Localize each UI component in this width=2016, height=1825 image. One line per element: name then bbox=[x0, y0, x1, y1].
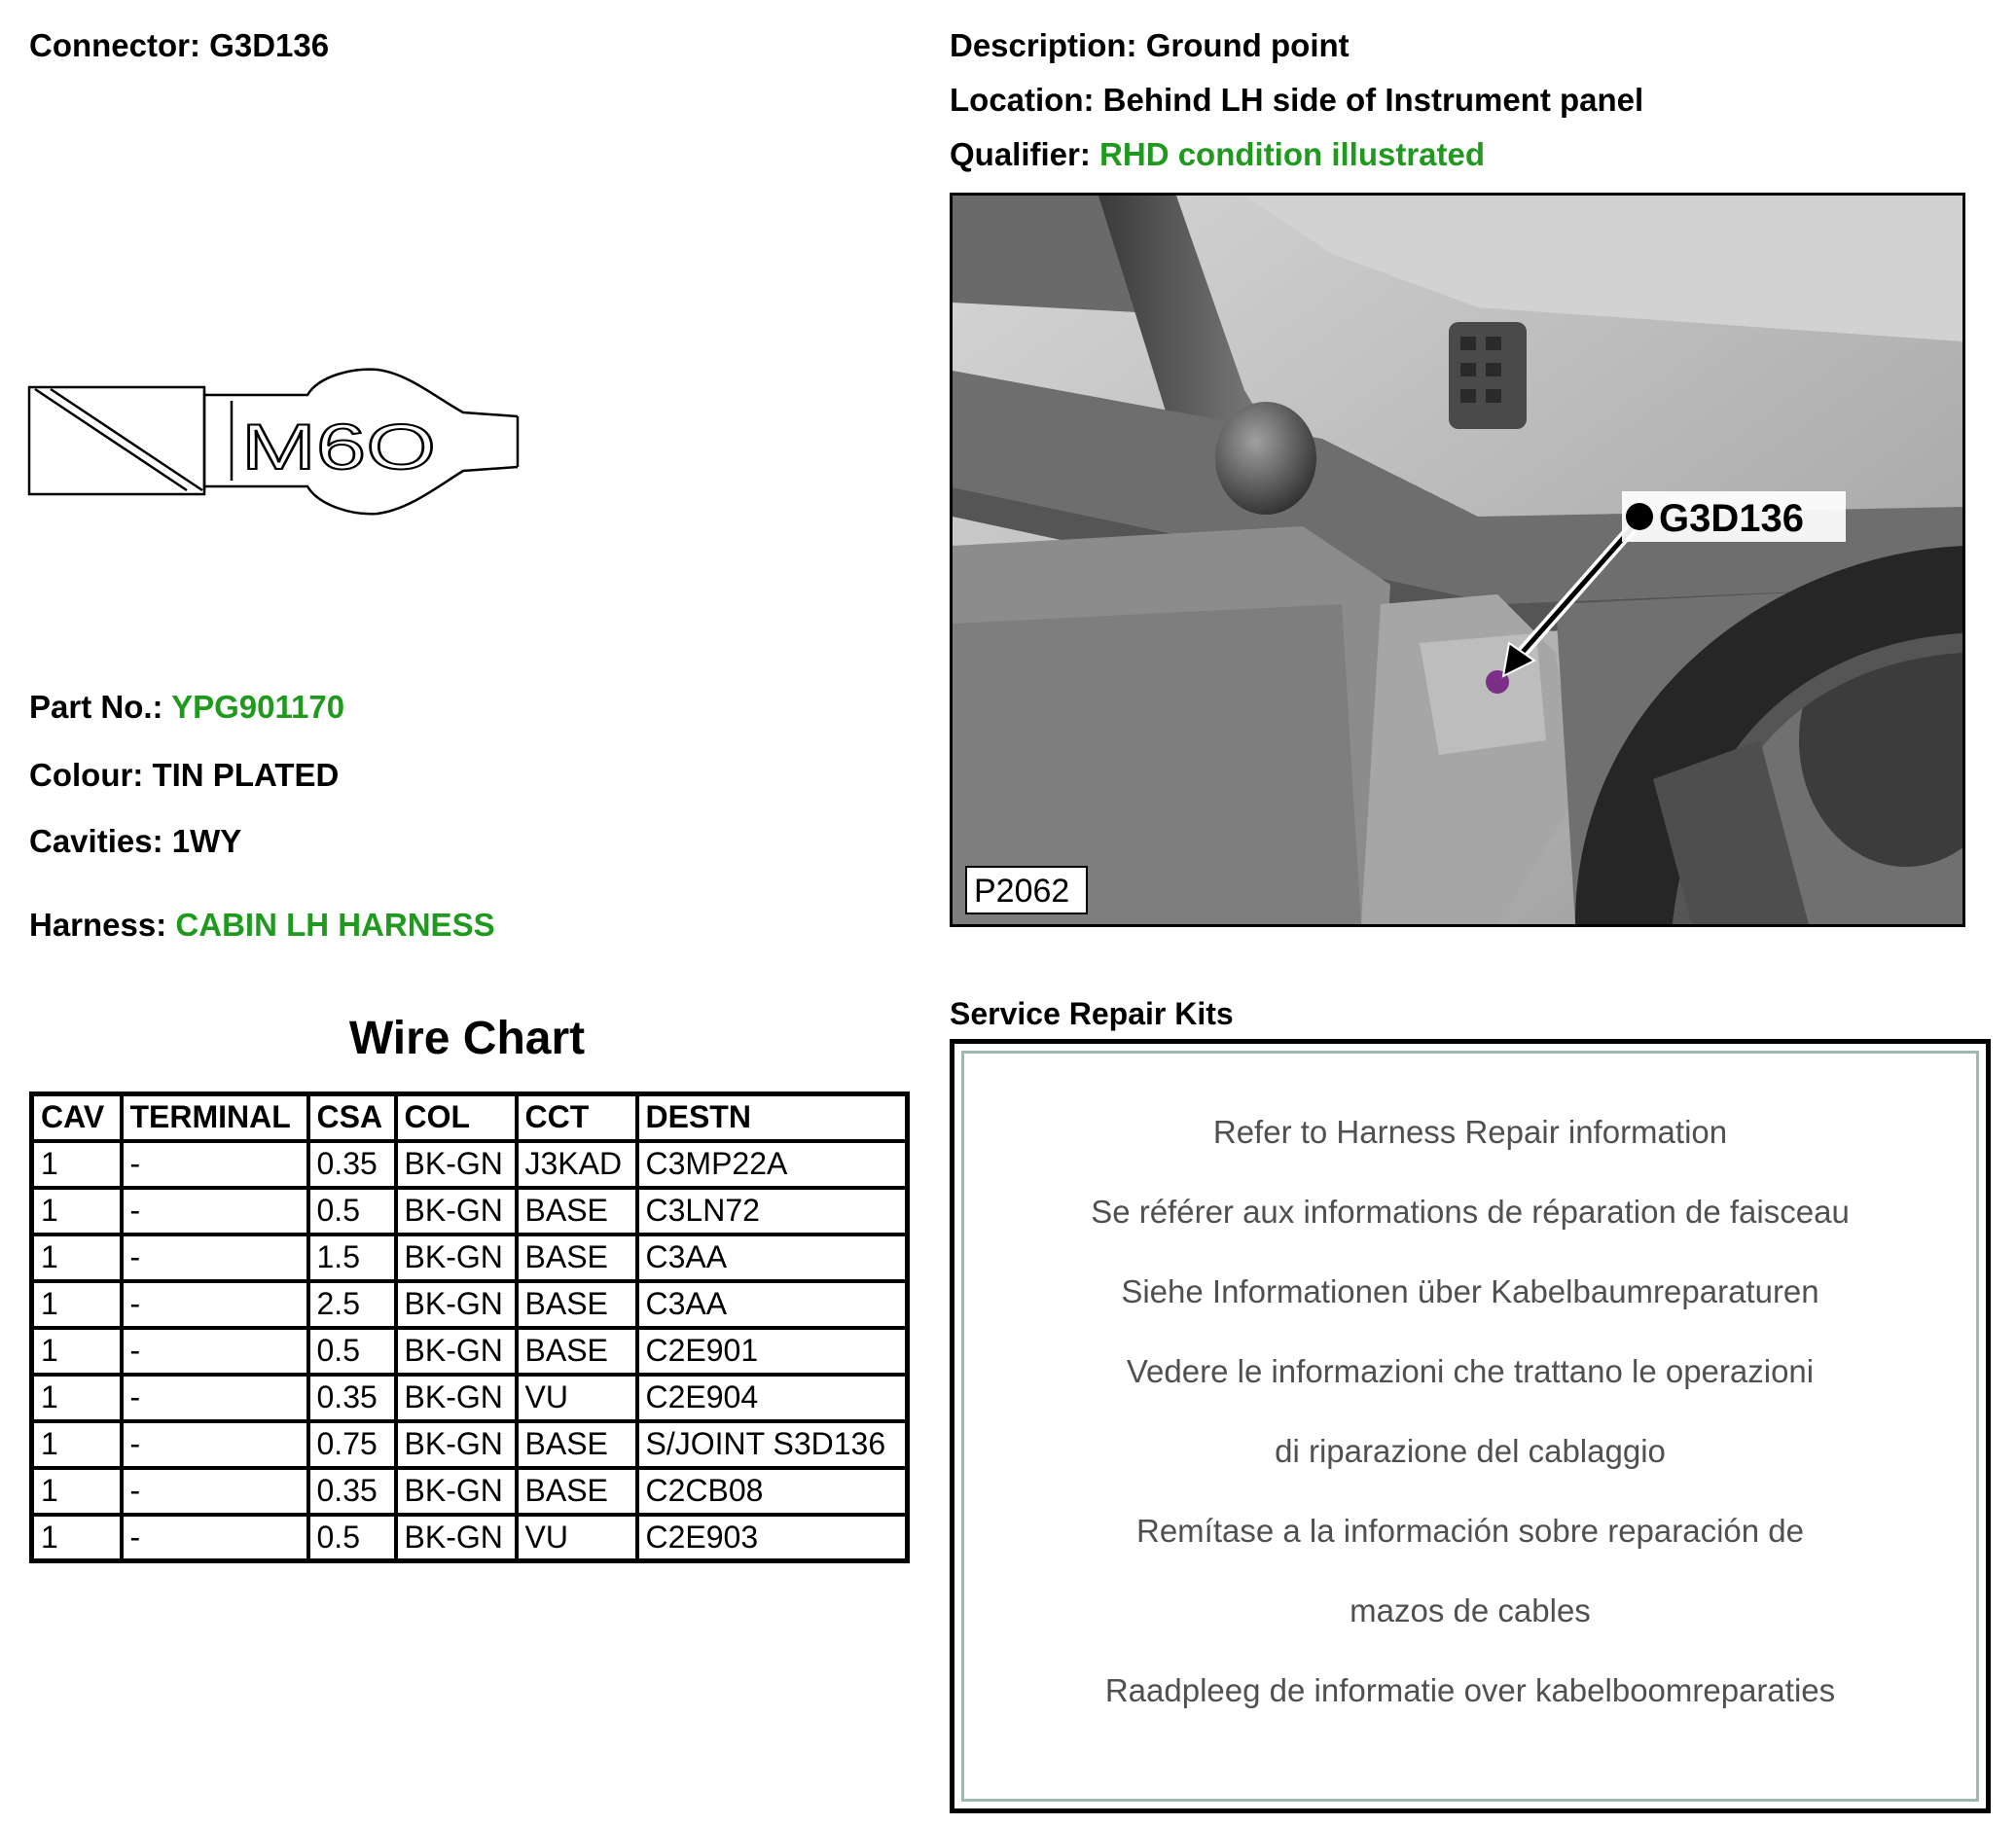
cell-csa: 0.5 bbox=[308, 1328, 396, 1375]
header-destn: DESTN bbox=[637, 1094, 908, 1141]
cell-csa: 0.35 bbox=[308, 1468, 396, 1515]
cell-cct: BASE bbox=[517, 1281, 637, 1328]
part-no-line bbox=[29, 689, 344, 726]
cell-cct: BASE bbox=[517, 1328, 637, 1375]
qualifier-value: RHD condition illustrated bbox=[1099, 136, 1486, 172]
cell-terminal: - bbox=[122, 1421, 308, 1468]
location-photo bbox=[950, 193, 1965, 927]
table-row bbox=[32, 1421, 908, 1468]
location-label: Location: bbox=[950, 82, 1095, 118]
terminal-stud-size: M6O bbox=[241, 411, 436, 483]
cavities-value: 1WY bbox=[171, 823, 242, 859]
header-cct: CCT bbox=[517, 1094, 637, 1141]
table-row bbox=[32, 1468, 908, 1515]
cell-cav: 1 bbox=[32, 1141, 122, 1188]
cell-terminal: - bbox=[122, 1188, 308, 1235]
cell-cav: 1 bbox=[32, 1468, 122, 1515]
cell-col: BK-GN bbox=[396, 1468, 517, 1515]
cell-cct: BASE bbox=[517, 1235, 637, 1281]
cell-csa: 0.35 bbox=[308, 1141, 396, 1188]
harness-value: CABIN LH HARNESS bbox=[175, 907, 495, 943]
cell-terminal: - bbox=[122, 1328, 308, 1375]
colour-label: Colour: bbox=[29, 757, 144, 793]
cell-destn: C3AA bbox=[637, 1235, 908, 1281]
cell-csa: 0.75 bbox=[308, 1421, 396, 1468]
location-line bbox=[950, 82, 1643, 119]
table-row bbox=[32, 1141, 908, 1188]
cell-cct: BASE bbox=[517, 1468, 637, 1515]
repair-info-line-it-1: Vedere le informazioni che trattano le operazioni bbox=[1126, 1353, 1815, 1389]
table-row bbox=[32, 1188, 908, 1235]
cell-destn: C2E904 bbox=[637, 1375, 908, 1421]
wire-chart-header-row bbox=[32, 1094, 908, 1141]
cell-col: BK-GN bbox=[396, 1281, 517, 1328]
photo-callout: G3D136 bbox=[1659, 497, 1804, 540]
cavities-line bbox=[29, 823, 241, 860]
cell-csa: 1.5 bbox=[308, 1235, 396, 1281]
cell-destn: C3LN72 bbox=[637, 1188, 908, 1235]
wire-chart-title: Wire Chart bbox=[348, 1013, 586, 1064]
qualifier-label: Qualifier: bbox=[950, 136, 1091, 172]
location-value: Behind LH side of Instrument panel bbox=[1102, 82, 1644, 118]
repair-info-line-es-1: Remítase a la información sobre reparación de bbox=[1135, 1513, 1805, 1549]
service-repair-kits-box bbox=[950, 1039, 1991, 1813]
description-label: Description: bbox=[950, 27, 1137, 63]
repair-info-line-nl: Raadpleeg de informatie over kabelboomreparaties bbox=[1104, 1672, 1836, 1708]
cell-terminal: - bbox=[122, 1515, 308, 1561]
cell-cav: 1 bbox=[32, 1281, 122, 1328]
harness-label: Harness: bbox=[29, 907, 167, 943]
ring-terminal-drawing bbox=[27, 362, 523, 527]
header-cav: CAV bbox=[32, 1094, 122, 1141]
cell-col: BK-GN bbox=[396, 1515, 517, 1561]
cell-col: BK-GN bbox=[396, 1235, 517, 1281]
repair-info-line-it-2: di riparazione del cablaggio bbox=[1275, 1433, 1666, 1469]
cell-cav: 1 bbox=[32, 1421, 122, 1468]
cell-csa: 0.5 bbox=[308, 1188, 396, 1235]
cell-csa: 2.5 bbox=[308, 1281, 396, 1328]
cell-csa: 0.35 bbox=[308, 1375, 396, 1421]
cell-terminal: - bbox=[122, 1468, 308, 1515]
part-no-label: Part No.: bbox=[29, 689, 163, 725]
cell-cav: 1 bbox=[32, 1515, 122, 1561]
cell-col: BK-GN bbox=[396, 1328, 517, 1375]
service-repair-kits-title: Service Repair Kits bbox=[950, 996, 1234, 1031]
table-row bbox=[32, 1375, 908, 1421]
harness-line bbox=[29, 907, 495, 944]
part-no-value: YPG901170 bbox=[171, 689, 345, 725]
callout-bullet-icon bbox=[1626, 503, 1653, 530]
connector-line bbox=[29, 27, 329, 64]
cell-cav: 1 bbox=[32, 1375, 122, 1421]
cell-terminal: - bbox=[122, 1235, 308, 1281]
cell-destn: C3MP22A bbox=[637, 1141, 908, 1188]
cell-destn: C3AA bbox=[637, 1281, 908, 1328]
cell-cct: J3KAD bbox=[517, 1141, 637, 1188]
cell-destn: S/JOINT S3D136 bbox=[637, 1421, 908, 1468]
connector-label: Connector: bbox=[29, 27, 200, 63]
repair-info-line-en: Refer to Harness Repair information bbox=[1212, 1114, 1728, 1150]
cell-cct: VU bbox=[517, 1515, 637, 1561]
description-value: Ground point bbox=[1145, 27, 1350, 63]
description-line bbox=[950, 27, 1350, 64]
repair-info-line-de: Siehe Informationen über Kabelbaumreparaturen bbox=[1121, 1273, 1819, 1309]
connector-value: G3D136 bbox=[209, 27, 330, 63]
cell-terminal: - bbox=[122, 1281, 308, 1328]
cell-cav: 1 bbox=[32, 1328, 122, 1375]
cell-destn: C2CB08 bbox=[637, 1468, 908, 1515]
cell-col: BK-GN bbox=[396, 1188, 517, 1235]
dashboard-illustration bbox=[953, 196, 1962, 924]
repair-info-line-fr: Se référer aux informations de réparation de faisceau bbox=[1091, 1194, 1850, 1230]
wire-chart-table bbox=[29, 1091, 910, 1563]
colour-line bbox=[29, 757, 339, 794]
cell-col: BK-GN bbox=[396, 1421, 517, 1468]
service-repair-kits-inner bbox=[961, 1051, 1979, 1802]
cavities-label: Cavities: bbox=[29, 823, 163, 859]
header-csa: CSA bbox=[308, 1094, 396, 1141]
cell-col: BK-GN bbox=[396, 1375, 517, 1421]
cell-destn: C2E903 bbox=[637, 1515, 908, 1561]
photo-ref: P2062 bbox=[974, 873, 1070, 910]
cell-cct: BASE bbox=[517, 1421, 637, 1468]
cell-cct: BASE bbox=[517, 1188, 637, 1235]
cell-cct: VU bbox=[517, 1375, 637, 1421]
cell-terminal: - bbox=[122, 1375, 308, 1421]
colour-value: TIN PLATED bbox=[152, 757, 340, 793]
table-row bbox=[32, 1328, 908, 1375]
table-row bbox=[32, 1235, 908, 1281]
cell-col: BK-GN bbox=[396, 1141, 517, 1188]
cell-destn: C2E901 bbox=[637, 1328, 908, 1375]
cell-cav: 1 bbox=[32, 1188, 122, 1235]
cell-cav: 1 bbox=[32, 1235, 122, 1281]
cell-terminal: - bbox=[122, 1141, 308, 1188]
table-row bbox=[32, 1281, 908, 1328]
header-terminal: TERMINAL bbox=[122, 1094, 308, 1141]
cell-csa: 0.5 bbox=[308, 1515, 396, 1561]
table-row bbox=[32, 1515, 908, 1561]
qualifier-line bbox=[950, 136, 1485, 173]
repair-info-line-es-2: mazos de cables bbox=[1350, 1592, 1591, 1628]
header-col: COL bbox=[396, 1094, 517, 1141]
speaker-icon bbox=[1215, 402, 1316, 515]
